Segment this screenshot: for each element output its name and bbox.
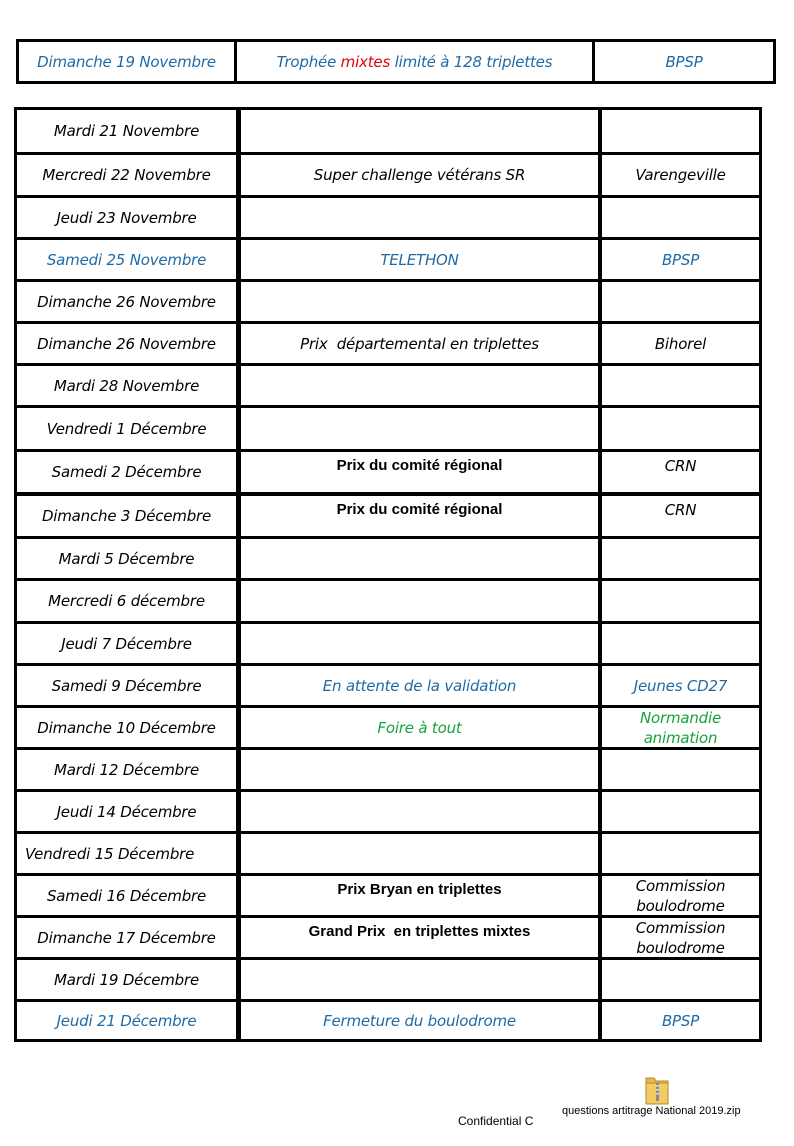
row-event: En attente de la validation bbox=[241, 666, 598, 705]
row-event bbox=[241, 750, 598, 789]
row-location bbox=[602, 750, 759, 789]
table-row bbox=[17, 240, 759, 279]
row-location bbox=[602, 834, 759, 873]
row-date: Mardi 28 Novembre bbox=[17, 366, 236, 405]
row-date: Vendredi 15 Décembre bbox=[17, 834, 236, 873]
table-row bbox=[17, 792, 759, 831]
table-row bbox=[17, 708, 759, 747]
table-row bbox=[17, 539, 759, 578]
row-date: Jeudi 14 Décembre bbox=[17, 792, 236, 831]
table-row bbox=[17, 666, 759, 705]
row-event: Prix Bryan en triplettes bbox=[241, 876, 598, 915]
table-row bbox=[17, 876, 759, 915]
table-row bbox=[17, 452, 759, 492]
zip-folder-icon[interactable] bbox=[644, 1074, 670, 1106]
row-event: Prix du comité régional bbox=[241, 452, 598, 492]
row-location bbox=[602, 408, 759, 449]
row-date: Jeudi 23 Novembre bbox=[17, 198, 236, 237]
row-location bbox=[602, 366, 759, 405]
row-date: Samedi 2 Décembre bbox=[17, 452, 236, 492]
row-location bbox=[602, 110, 759, 152]
row-location bbox=[602, 624, 759, 663]
row-event bbox=[241, 960, 598, 999]
row-date: Mardi 5 Décembre bbox=[17, 539, 236, 578]
row-location bbox=[602, 792, 759, 831]
row-location: BPSP bbox=[602, 240, 759, 279]
top-event-post: limité à 128 triplettes bbox=[390, 52, 553, 71]
row-location: Jeunes CD27 bbox=[602, 666, 759, 705]
table-row bbox=[17, 960, 759, 999]
row-event bbox=[241, 408, 598, 449]
attachment-label[interactable]: questions artitrage National 2019.zip bbox=[562, 1105, 741, 1117]
row-location bbox=[602, 581, 759, 621]
table-row bbox=[17, 110, 759, 152]
row-event: TELETHON bbox=[241, 240, 598, 279]
row-date: Mercredi 22 Novembre bbox=[17, 155, 236, 195]
row-location bbox=[602, 539, 759, 578]
row-date: Dimanche 17 Décembre bbox=[17, 918, 236, 957]
table-row bbox=[17, 834, 759, 873]
row-location: Varengeville bbox=[602, 155, 759, 195]
row-event: Prix du comité régional bbox=[241, 496, 598, 536]
row-date: Dimanche 26 Novembre bbox=[17, 282, 236, 321]
row-location: CRN bbox=[602, 452, 759, 492]
row-location: BPSP bbox=[602, 1002, 759, 1039]
row-location: Commission boulodrome bbox=[602, 918, 759, 957]
row-event bbox=[241, 581, 598, 621]
table-row bbox=[17, 408, 759, 449]
row-event: Fermeture du boulodrome bbox=[241, 1002, 598, 1039]
row-event bbox=[241, 110, 598, 152]
table-row bbox=[17, 324, 759, 363]
top-location: BPSP bbox=[665, 52, 703, 71]
table-row bbox=[17, 366, 759, 405]
row-event: Grand Prix en triplettes mixtes bbox=[241, 918, 598, 957]
table-row bbox=[17, 155, 759, 195]
row-date: Dimanche 3 Décembre bbox=[17, 496, 236, 536]
table-row bbox=[17, 1002, 759, 1039]
row-event bbox=[241, 366, 598, 405]
top-event-highlight: mixtes bbox=[340, 52, 391, 71]
row-event bbox=[241, 834, 598, 873]
row-date: Samedi 25 Novembre bbox=[17, 240, 236, 279]
table-row bbox=[17, 496, 759, 536]
confidential-label: Confidential C bbox=[458, 1114, 534, 1128]
row-event: Prix départemental en triplettes bbox=[241, 324, 598, 363]
row-location: Commission boulodrome bbox=[602, 876, 759, 915]
top-event bbox=[237, 42, 595, 81]
table-row bbox=[17, 750, 759, 789]
row-event bbox=[241, 624, 598, 663]
row-event bbox=[241, 198, 598, 237]
row-event bbox=[241, 539, 598, 578]
schedule-table bbox=[14, 107, 762, 1042]
row-event: Foire à tout bbox=[241, 708, 598, 747]
row-location bbox=[602, 960, 759, 999]
row-date: Jeudi 7 Décembre bbox=[17, 624, 236, 663]
row-date: Samedi 9 Décembre bbox=[17, 666, 236, 705]
row-event bbox=[241, 282, 598, 321]
row-date: Samedi 16 Décembre bbox=[17, 876, 236, 915]
table-row bbox=[17, 282, 759, 321]
top-date: Dimanche 19 Novembre bbox=[19, 42, 237, 81]
table-row bbox=[17, 581, 759, 621]
row-location bbox=[602, 282, 759, 321]
row-event bbox=[241, 792, 598, 831]
row-date: Mardi 19 Décembre bbox=[17, 960, 236, 999]
row-date: Mardi 12 Décembre bbox=[17, 750, 236, 789]
row-location: CRN bbox=[602, 496, 759, 536]
row-date: Mardi 21 Novembre bbox=[17, 110, 236, 152]
row-location bbox=[602, 198, 759, 237]
table-row bbox=[17, 624, 759, 663]
top-event-pre: Trophée bbox=[276, 52, 341, 71]
row-location: Normandie animation bbox=[602, 708, 759, 747]
table-row bbox=[17, 918, 759, 957]
row-location: Bihorel bbox=[602, 324, 759, 363]
table-row bbox=[17, 198, 759, 237]
row-date: Dimanche 26 Novembre bbox=[17, 324, 236, 363]
row-event: Super challenge vétérans SR bbox=[241, 155, 598, 195]
row-date: Vendredi 1 Décembre bbox=[17, 408, 236, 449]
row-date: Mercredi 6 décembre bbox=[17, 581, 236, 621]
row-date: Dimanche 10 Décembre bbox=[17, 708, 236, 747]
top-table bbox=[16, 39, 776, 84]
row-date: Jeudi 21 Décembre bbox=[17, 1002, 236, 1039]
